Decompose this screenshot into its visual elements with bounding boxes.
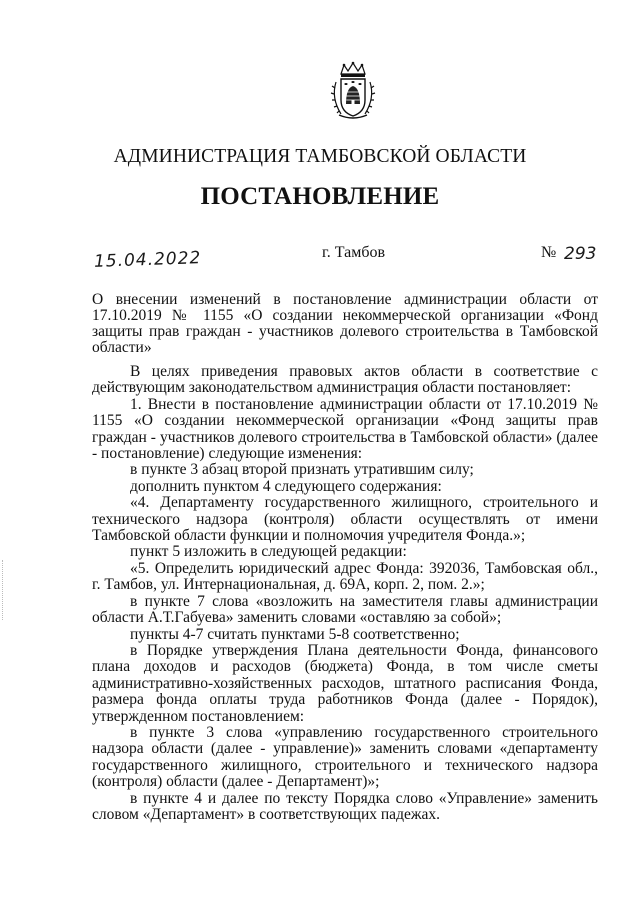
paragraph: «4. Департаменту государственного жилищного, строительного и технического надзора (контроля) области осуществлять от имени Тамбовской области функции и полномочия учредителя Фонда.»;: [92, 494, 598, 545]
scan-margin-mark: [2, 560, 4, 620]
document-body: [92, 364, 598, 823]
paragraph: «5. Определить юридический адрес Фонда: 392036, Тамбовская обл., г. Тамбов, ул. Интернациональная, д. 69А, корп. 2, пом. 2.»;: [92, 559, 598, 594]
agency-name: АДМИНИСТРАЦИЯ ТАМБОВСКОЙ ОБЛАСТИ: [113, 146, 527, 167]
paragraph: в пункте 7 слова «возложить на заместителя главы администрации области А.Т.Габуева» заменить словами «оставляю за собой»;: [92, 592, 598, 627]
paragraph: В целях приведения правовых актов области в соответствие с действующим законодательством администрация области постановляет:: [92, 363, 598, 397]
handwritten-date: 15.04.2022: [93, 248, 202, 272]
paragraph: пункты 4-7 считать пунктами 5-8 соответственно;: [130, 625, 460, 643]
paragraph: в пункте 3 слова «управлению государственного строительного надзора области (далее - управление)» заменить словами «департаменту государственного жилищного, строительного и технического надзора (контроля) области (далее - Департамент)»;: [92, 723, 598, 791]
handwritten-number: 293: [564, 244, 597, 264]
paragraph: в пункте 3 абзац второй признать утратившим силу;: [130, 461, 474, 479]
paragraph: пункт 5 изложить в следующей редакции:: [130, 543, 407, 561]
document-title: О внесении изменений в постановление администрации области от 17.10.2019 № 1155 «О создании некоммерческой организации «Фонд защиты прав граждан - участников долевого строительства в Тамбовской области»: [92, 291, 598, 356]
document-type: ПОСТАНОВЛЕНИЕ: [200, 183, 440, 210]
city-label: г. Тамбов: [322, 244, 386, 261]
paragraph: в Порядке утверждения Плана деятельности Фонда, финансового плана доходов и расходов (бюджета) Фонда, в том числе сметы административно-хозяйственных расходов, штатного расписания Фонда, размера фонда оплаты труда работников Фонда (далее - Порядок), утвержденном постановлением:: [92, 641, 598, 725]
paragraph: 1. Внести в постановление администрации области от 17.10.2019 № 1155 «О создании некоммерческой организации «Фонд защиты прав граждан - участников долевого строительства в Тамбовской области» (далее - постановление) следующие изменения:: [92, 395, 598, 463]
paragraph: в пункте 4 и далее по тексту Порядка слово «Управление» заменить словом «Департамент» в соответствующих падежах.: [92, 789, 598, 823]
tambov-coat-of-arms-icon: [327, 60, 379, 122]
number-label: №: [541, 244, 557, 261]
paragraph: дополнить пунктом 4 следующего содержания:: [130, 477, 442, 495]
